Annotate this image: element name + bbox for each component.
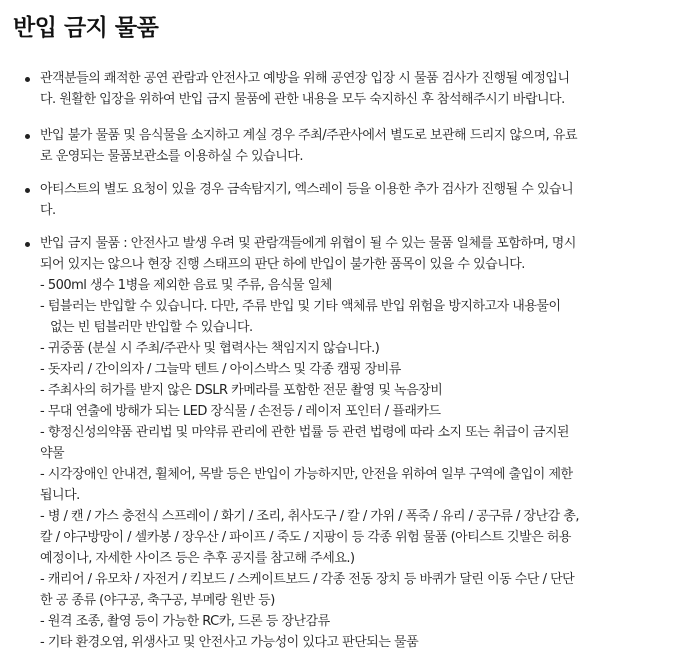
text-line: 아티스트의 별도 요청이 있을 경우 금속탐지기, 엑스레이 등을 이용한 추가 검사가 진행될 수 있습니 [40,182,574,197]
notice-item-additional-inspection [40,179,680,221]
prohibited-item-line: - 텀블러는 반입할 수 있습니다. 다만, 주류 반입 및 기타 액체류 반입 위험을 방지하고자 내용물이 [40,299,561,314]
text-line: 반입 금지 물품 : 안전사고 발생 우려 및 관람객들에게 위협이 될 수 있는 물품 일체를 포함하며, 명시 [40,236,576,251]
text-line: 반입 불가 물품 및 음식물을 소지하고 계실 경우 주최/주관사에서 별도로 보관해 드리지 않으며, 유료 [40,128,578,143]
notice-item-inspection [40,68,680,110]
prohibited-item-line: - 무대 연출에 방해가 되는 LED 장식물 / 손전등 / 레이저 포인터 / 플래카드 [40,404,441,419]
prohibited-item-line: 칼 / 야구방망이 / 셀카봉 / 장우산 / 파이프 / 죽도 / 지팡이 등 각종 위험 물품 (아티스트 깃발은 허용 [40,530,571,545]
notice-item-prohibited-items [40,233,680,653]
bullet-icon [25,188,30,193]
bullet-icon [25,77,30,82]
text-line: 다. 원활한 입장을 위하여 반입 금지 물품에 관한 내용을 모두 숙지하신 후 참석해주시기 바랍니다. [40,92,565,107]
bullet-icon [25,242,30,247]
prohibited-item-line: - 500ml 생수 1병을 제외한 음료 및 주류, 음식물 일체 [40,278,332,293]
text-line: 관객분들의 쾌적한 공연 관람과 안전사고 예방을 위해 공연장 입장 시 물품 검사가 진행될 예정입니 [40,71,570,86]
prohibited-item-line: - 원격 조종, 촬영 등이 가능한 RC카, 드론 등 장난감류 [40,614,330,629]
text-line: 로 운영되는 물품보관소를 이용하실 수 있습니다. [40,149,303,164]
prohibited-item-line: - 귀중품 (분실 시 주최/주관사 및 협력사는 책임지지 않습니다.) [40,341,380,356]
prohibited-item-line: - 주최사의 허가를 받지 않은 DSLR 카메라를 포함한 전문 촬영 및 녹음장비 [40,383,443,398]
prohibited-item-line: 없는 빈 텀블러만 반입할 수 있습니다. [50,320,253,335]
prohibited-item-line: 됩니다. [40,488,80,503]
prohibited-item-line: - 시각장애인 안내견, 휠체어, 목발 등은 반입이 가능하지만, 안전을 위하여 일부 구역에 출입이 제한 [40,467,573,482]
text-line: 다. [40,203,56,218]
prohibited-item-line: 한 공 종류 (야구공, 축구공, 부메랑 원반 등) [40,593,275,608]
prohibited-item-line: - 캐리어 / 유모차 / 자전거 / 킥보드 / 스케이트보드 / 각종 전동 장치 등 바퀴가 달린 이동 수단 / 단단 [40,572,575,587]
prohibited-item-line: - 향정신성의약품 관리법 및 마약류 관리에 관한 법률 등 관련 법령에 따라 소지 또는 취급이 금지된 [40,425,569,440]
prohibited-item-line: - 기타 환경오염, 위생사고 및 안전사고 가능성이 있다고 판단되는 물품 [40,635,419,650]
prohibited-item-line: - 돗자리 / 간이의자 / 그늘막 텐트 / 아이스박스 및 각종 캠핑 장비류 [40,362,401,377]
prohibited-item-line: 약물 [40,446,65,461]
prohibited-item-line: 예정이나, 자세한 사이즈 등은 추후 공지를 참고해 주세요.) [40,551,355,566]
bullet-icon [25,134,30,139]
notice-item-storage [40,125,680,167]
text-line: 되어 있지는 않으나 현장 진행 스태프의 판단 하에 반입이 불가한 품목이 있을 수 있습니다. [40,257,525,272]
page-title: 반입 금지 물품 [13,15,159,41]
prohibited-item-line: - 병 / 캔 / 가스 충전식 스프레이 / 화기 / 조리, 취사도구 / 칼 / 가위 / 폭죽 / 유리 / 공구류 / 장난감 총, [40,509,579,524]
